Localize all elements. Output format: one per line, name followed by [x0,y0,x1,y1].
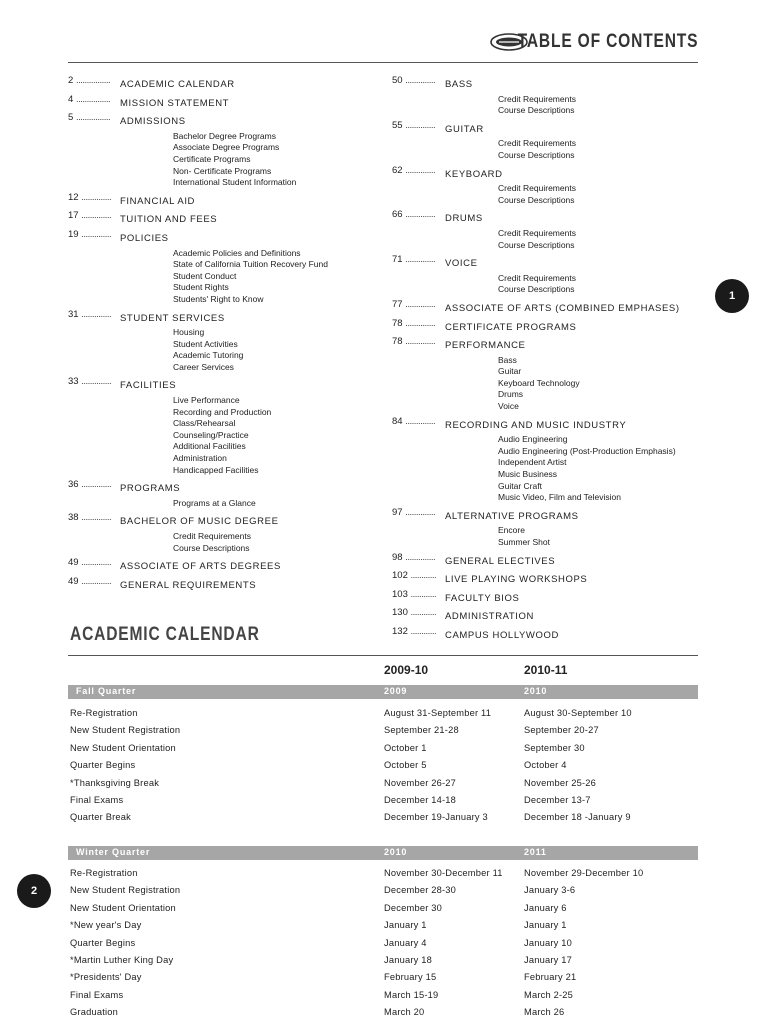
toc-entry [392,607,722,623]
quarter-year: 2009 [384,686,408,696]
event-date: September 21-28 [384,725,459,736]
calendar-row [70,760,698,774]
year-heading: 2010-11 [524,663,568,677]
event-date: February 21 [524,972,577,983]
toc-page-number: 49 [68,557,79,569]
toc-page-lead [392,299,445,311]
toc-subsections [68,395,388,476]
toc-leader-dots: ............ [410,570,437,582]
toc-page-number: 71 [392,254,403,266]
toc-entry [68,576,388,592]
calendar-row [70,955,698,969]
toc-section-label: POLICIES [120,232,169,244]
toc-section-label: PROGRAMS [120,483,181,495]
toc-subsection: Guitar [498,366,522,377]
toc-subsection: Course Descriptions [498,284,575,295]
quarter-year: 2010 [524,686,548,696]
toc-page-lead [392,209,445,221]
event-date: December 14-18 [384,795,457,805]
toc-page-lead [392,570,445,582]
event-date: December 18 -January 9 [524,812,631,823]
toc-page-lead [68,229,120,241]
toc-entry [392,589,722,605]
event-name: *Presidents' Day [70,972,142,983]
toc-page-lead [392,336,445,348]
toc-subsection: Bass [498,354,517,365]
toc-page-number: 130 [392,607,408,619]
calendar-row [70,725,698,739]
toc-section-label: STUDENT SERVICES [120,312,225,324]
toc-leader-dots: ................ [75,112,111,124]
toc-subsections [392,228,722,251]
toc-subsection: Course Descriptions [173,542,250,553]
calendar-row [70,778,698,792]
toc-subsection: International Student Information [173,177,297,188]
event-name: Re-Registration [70,868,138,878]
toc-leader-dots: .............. [405,119,436,131]
toc-section-label: ACADEMIC CALENDAR [120,79,235,90]
toc-page-lead [68,376,120,388]
event-date: March 15-19 [384,989,439,1000]
toc-subsection: Student Activities [173,338,238,349]
event-date: January 6 [524,902,567,913]
toc-entry [68,376,388,392]
quarter-label: Fall Quarter [76,686,137,696]
toc-page-number: 132 [392,625,408,637]
toc-page-number: 78 [392,317,403,329]
calendar-row [70,868,698,882]
page-header [68,26,698,63]
event-name: New Student Orientation [70,902,176,913]
event-date: November 30-December 11 [384,868,503,878]
toc-page-number: 38 [68,512,79,524]
toc-page-lead [68,210,120,222]
toc-subsection: Music Business [498,469,558,480]
event-date: March 2-25 [524,989,574,1000]
event-name: New Student Registration [70,725,181,736]
toc-page-lead [392,254,445,266]
toc-subsection: Credit Requirements [498,227,576,238]
toc-subsection: Academic Policies and Definitions [173,247,301,258]
toc-section-label: CAMPUS HOLLYWOOD [445,629,559,641]
toc-section-label: CERTIFICATE PROGRAMS [445,321,577,333]
event-date: December 13-7 [524,795,591,805]
event-name: New Student Registration [70,885,181,896]
toc-subsections [392,183,722,206]
toc-subsections [392,138,722,161]
event-date: October 5 [384,760,427,771]
toc-page-number: 55 [392,119,403,131]
toc-section-label: ADMINISTRATION [445,611,534,623]
toc-subsection: Associate Degree Programs [173,142,280,153]
toc-subsection: State of California Tuition Recovery Fund [173,259,328,270]
event-name: Quarter Break [70,812,131,823]
toc-leader-dots: .............. [81,575,112,587]
event-date: November 29-December 10 [524,868,644,878]
toc-entry [392,626,722,642]
toc-page-number: 98 [392,551,403,563]
toc-entry [392,416,722,432]
toc-section-label: RECORDING AND MUSIC INDUSTRY [445,419,627,431]
quarter-year: 2011 [524,847,547,857]
toc-subsection: Student Conduct [173,270,237,281]
calendar-row [70,990,698,1004]
event-date: August 31-September 11 [384,708,492,718]
toc-leader-dots: ............ [410,625,437,637]
toc-subsection: Guitar Craft [498,480,542,491]
toc-subsection: Certificate Programs [173,153,251,164]
toc-page-lead [392,75,445,87]
page-number-badge: 2 [17,874,51,908]
toc-subsection: Drums [498,389,524,400]
calendar-row [70,743,698,757]
toc-leader-dots: ................ [75,75,111,86]
toc-entry [392,552,722,568]
toc-leader-dots: ............ [410,588,437,600]
toc-page-number: 19 [68,228,79,240]
event-date: March 20 [384,1007,425,1018]
toc-page-lead [392,165,445,177]
toc-left-column [68,75,388,594]
toc-entry [68,229,388,245]
toc-entry [68,94,388,110]
toc-subsection: Career Services [173,361,234,372]
calendar-row [70,885,698,899]
event-date: August 30-September 10 [524,708,632,718]
toc-subsection: Summer Shot [498,537,550,547]
toc-right-column [392,75,722,645]
event-date: January 1 [384,920,427,931]
toc-leader-dots: .............. [405,317,436,329]
event-name: Graduation [70,1007,118,1018]
event-date: November 26-27 [384,777,457,788]
toc-section-label: GUITAR [445,123,484,135]
calendar-title: ACADEMIC CALENDAR [70,624,260,645]
toc-section-label: TUITION AND FEES [120,214,218,226]
event-date: January 3-6 [524,885,576,896]
toc-page-number: 17 [68,210,79,222]
toc-leader-dots: .............. [81,557,112,569]
event-name: *Martin Luther King Day [70,955,174,965]
toc-leader-dots: .............. [405,506,436,518]
toc-entry [392,299,722,315]
toc-subsection: Course Descriptions [498,105,575,116]
toc-leader-dots: .............. [81,479,112,491]
toc-entry [392,75,722,91]
calendar-row [70,795,698,809]
event-date: September 20-27 [524,725,599,736]
toc-leader-dots: .............. [405,254,436,266]
toc-entry [68,479,388,495]
event-date: January 1 [524,920,567,931]
year-heading: 2009-10 [384,663,429,677]
toc-leader-dots: .............. [405,164,436,176]
event-name: Quarter Begins [70,760,136,771]
toc-page-number: 5 [68,112,74,124]
toc-leader-dots: .............. [81,376,112,388]
toc-leader-dots: .............. [81,210,112,222]
toc-leader-dots: .............. [405,415,436,427]
event-date: February 15 [384,972,437,983]
toc-page-lead [392,589,445,601]
toc-entry [392,165,722,181]
toc-subsection: Recording and Production [173,406,272,417]
calendar-row [70,972,698,986]
toc-page-lead [392,552,445,564]
toc-subsections [392,355,722,413]
calendar-row [70,812,698,826]
quarter-year: 2010 [384,847,408,857]
toc-section-label: BASS [445,79,473,90]
toc-subsection: Credit Requirements [498,183,576,194]
toc-subsection: Independent Artist [498,457,567,468]
calendar-divider [68,655,698,656]
toc-page-number: 103 [392,588,408,600]
toc-leader-dots: .............. [81,228,112,240]
toc-leader-dots: .............. [405,298,436,310]
toc-page-lead [68,309,120,321]
toc-section-label: LIVE PLAYING WORKSHOPS [445,574,588,586]
toc-section-label: FACILITIES [120,380,177,392]
event-date: January 18 [384,955,432,965]
toc-section-label: GENERAL REQUIREMENTS [120,579,257,591]
toc-entry [392,209,722,225]
event-date: December 30 [384,902,443,913]
toc-subsection: Keyboard Technology [498,377,580,388]
event-name: *Thanksgiving Break [70,777,160,788]
toc-page-number: 31 [68,308,79,320]
toc-leader-dots: .............. [81,191,112,203]
toc-subsections [392,94,722,117]
toc-entry [68,512,388,528]
toc-page-number: 102 [392,570,408,582]
toc-subsection: Handicapped Facilities [173,464,259,475]
toc-leader-dots: .............. [405,75,436,86]
event-date: March 26 [524,1007,565,1018]
toc-page-lead [392,416,445,428]
toc-subsections [68,531,388,554]
toc-entry [68,557,388,573]
toc-page-lead [392,507,445,519]
event-date: January 10 [524,937,572,948]
toc-entry [392,254,722,270]
page-number-badge: 1 [715,279,749,313]
event-name: Re-Registration [70,708,138,718]
toc-subsection: Class/Rehearsal [173,418,236,429]
calendar-row [70,903,698,917]
toc-subsection: Encore [498,525,525,536]
event-date: October 1 [384,742,427,753]
toc-page-lead [392,607,445,619]
toc-page-number: 84 [392,415,403,427]
toc-subsection: Course Descriptions [498,149,575,160]
toc-entry [68,192,388,208]
toc-page-lead [68,75,120,87]
quarter-band-fall [68,685,698,699]
toc-subsection: Audio Engineering (Post-Production Emphasis) [498,445,676,456]
toc-subsection: Live Performance [173,395,240,406]
toc-leader-dots: .............. [405,551,436,563]
toc-page-lead [392,626,445,638]
toc-section-label: FACULTY BIOS [445,592,520,604]
toc-subsection: Music Video, Film and Television [498,492,621,503]
toc-entry [392,570,722,586]
event-date: December 19-January 3 [384,812,488,823]
toc-section-label: PERFORMANCE [445,340,526,352]
toc-page-lead [68,512,120,524]
toc-page-lead [68,94,120,106]
toc-section-label: GENERAL ELECTIVES [445,555,556,567]
toc-subsection: Student Rights [173,282,229,293]
toc-page-lead [68,576,120,588]
event-date: January 17 [524,955,572,965]
toc-subsection: Voice [498,401,519,412]
toc-page-number: 12 [68,191,79,203]
toc-subsections [392,525,722,548]
event-date: January 4 [384,937,427,948]
toc-subsections [68,327,388,373]
toc-subsections [68,131,388,189]
event-name: Quarter Begins [70,937,136,948]
toc-page-lead [392,120,445,132]
toc-subsection: Administration [173,453,227,464]
toc-section-label: BACHELOR OF MUSIC DEGREE [120,516,279,528]
toc-leader-dots: .............. [81,308,112,320]
toc-subsection: Housing [173,327,205,338]
toc-leader-dots: ............ [410,607,437,619]
toc-subsection: Non- Certificate Programs [173,165,272,176]
toc-subsection: Bachelor Degree Programs [173,130,276,141]
event-name: Final Exams [70,989,124,1000]
toc-leader-dots: .............. [81,512,112,524]
toc-page-lead [392,318,445,330]
event-name: *New year's Day [70,920,142,931]
calendar-row [70,920,698,934]
toc-entry [68,210,388,226]
toc-page-number: 36 [68,479,79,491]
toc-subsection: Credit Requirements [173,531,251,541]
event-date: September 30 [524,742,585,753]
event-name: Final Exams [70,795,124,805]
toc-section-label: ADMISSIONS [120,116,186,128]
toc-page-number: 49 [68,575,79,587]
event-date: December 28-30 [384,885,457,896]
toc-entry [392,120,722,136]
toc-page-number: 66 [392,209,403,221]
toc-page-number: 77 [392,298,403,310]
toc-page-number: 97 [392,506,403,518]
toc-page-number: 50 [392,75,403,86]
toc-subsection: Course Descriptions [498,239,575,250]
toc-section-label: ASSOCIATE OF ARTS (COMBINED EMPHASES) [445,302,680,314]
toc-subsection: Credit Requirements [498,138,576,149]
toc-entry [392,336,722,352]
toc-subsection: Additional Facilities [173,441,246,452]
toc-entry [68,112,388,128]
toc-page-lead [68,557,120,569]
toc-subsection: Academic Tutoring [173,350,244,361]
toc-section-label: MISSION STATEMENT [120,97,230,109]
event-name: New Student Orientation [70,742,176,753]
quarter-label: Winter Quarter [76,847,151,857]
calendar-row [70,938,698,952]
toc-subsection: Students' Right to Know [173,293,264,304]
toc-page-number: 78 [392,336,403,348]
toc-section-label: FINANCIAL AID [120,195,196,207]
toc-section-label: ALTERNATIVE PROGRAMS [445,510,579,522]
toc-section-label: DRUMS [445,213,483,225]
toc-subsections [68,248,388,306]
toc-subsection: Credit Requirements [498,93,576,104]
toc-subsections [392,434,722,504]
toc-page-lead [68,479,120,491]
toc-section-label: VOICE [445,258,478,270]
toc-page-lead [68,192,120,204]
toc-page-number: 2 [68,75,74,86]
toc-entry [392,507,722,523]
toc-page-lead [68,112,120,124]
toc-page-number: 4 [68,93,74,105]
toc-page-number: 62 [392,164,403,176]
toc-section-label: ASSOCIATE OF ARTS DEGREES [120,561,281,573]
toc-entry [68,75,388,91]
toc-section-label: KEYBOARD [445,168,503,180]
calendar-row [70,1007,698,1021]
toc-entry [68,309,388,325]
toc-subsection: Counseling/Practice [173,429,249,440]
calendar-row [70,708,698,722]
toc-entry [392,318,722,334]
toc-leader-dots: .............. [405,209,436,221]
event-date: November 25-26 [524,777,597,788]
quarter-band-winter [68,846,698,860]
toc-leader-dots: .............. [405,336,436,348]
toc-subsections [68,498,388,510]
toc-title: TABLE OF CONTENTS [517,31,698,52]
toc-subsection: Audio Engineering [498,434,568,445]
toc-subsections [392,273,722,296]
event-date: October 4 [524,760,567,771]
toc-subsection: Credit Requirements [498,272,576,283]
toc-subsection: Programs at a Glance [173,497,256,508]
toc-subsection: Course Descriptions [498,194,575,205]
toc-page-number: 33 [68,376,79,388]
toc-leader-dots: ................ [75,93,111,105]
